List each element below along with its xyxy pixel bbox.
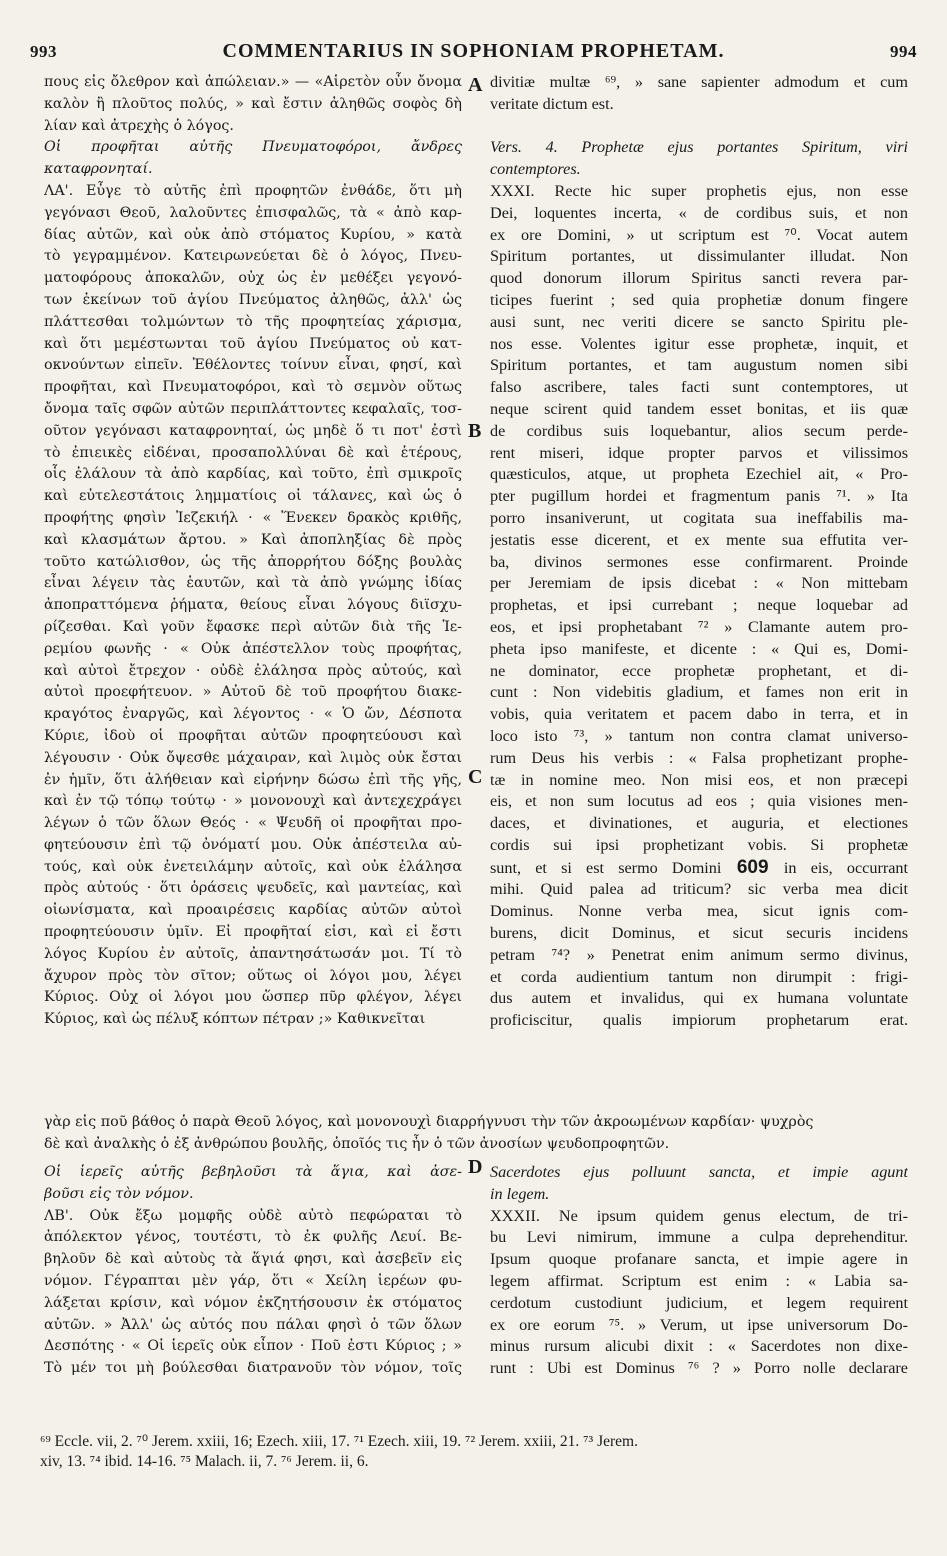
text-line: ὄνομα ταῖς σφῶν αὐτῶν περιπλάττοντες κεφαλαῖς, τοσ- xyxy=(44,400,462,417)
text-line: γὰρ εἰς ποῦ βάθος ὁ παρὰ Θεοῦ λόγος, καὶ μονονουχὶ διαρρήγνυσι τὴν τῶν ἀκροωμένων καρδίαν· ψυχρὸς xyxy=(44,1114,814,1130)
text-line: neque scirent quid tandem esset bonitas, et iis quæ xyxy=(490,399,908,418)
text-line: οκνούντων εἰπεῖν. Ἐθέλοντες τοίνυν εἶναι, φησί, καὶ xyxy=(44,357,462,374)
text-line: πρὸς αὐτούς · ὅτι ὁράσεις ψευδεῖς, καὶ μαντείας, καὶ xyxy=(44,880,462,897)
text-line: ΛΑ'. Εὖγε τὸ αὐτῆς ἐπὶ προφητῶν ἐνθάδε, ὅτι μὴ xyxy=(44,182,462,199)
text-line: ρίζεσθαι. Καὶ γοῦν ἔφασκε περὶ αὐτῶν διὰ τῆς Ἱε- xyxy=(44,618,462,635)
text-line: οῦτον γεγόνασι καταφρονηταί, ὡς μηδὲ ὅ τι ποτ' ἐστὶ xyxy=(44,422,462,439)
text-line: Οἱ προφῆται αὐτῆς Πνευματοφόροι, ἄνδρες xyxy=(44,139,462,156)
latin-column xyxy=(490,72,908,1032)
text-line: divitiæ multæ ⁶⁹, » sane sapienter admodum et cum xyxy=(490,73,908,91)
text-line: jestatis esse dicerent, et ex mente sua effutita ver- xyxy=(490,530,908,549)
text-line: ΛΒ'. Οὐκ ἔξω μομφῆς οὐδὲ αὐτὸ πεφώραται τὸ xyxy=(44,1207,462,1224)
text-line: ἀπόλεκτον γένος, τουτέστι, τὸ ἐκ φυλῆς Λευί. Βε- xyxy=(44,1229,462,1246)
text-line: Dominus. Nonne verba mea, sicut ignis com- xyxy=(490,902,908,921)
text-line: Κύριος. Οὐχ οἱ λόγοι μου ὥσπερ πῦρ φλέγον, λέγει xyxy=(44,989,462,1006)
text-line: λόγος Κυρίου ἐν αὐτοῖς, ἀπαντησάτωσάν μοι. Τί τὸ xyxy=(44,945,462,962)
text-line: ⁶⁹ Eccle. vii, 2. ⁷⁰ Jerem. xxiii, 16; Ezech. xiii, 17. ⁷¹ Ezech. xiii, 19. ⁷² Jerem. xxiii, 21. ⁷³ Jerem. xyxy=(40,1433,638,1450)
text-line: quæsticulos, atque, ut propheta Ezechiel ait, « Pro- xyxy=(490,465,908,484)
text-line: eis, et non sum locutus ad eos ; quia visiones men- xyxy=(490,792,908,811)
text-line: Spiritum portantes, et tam augustum nomen sibi xyxy=(490,356,908,375)
text-line: ausi sunt, nec veriti dicere se sancto Spiritu ple- xyxy=(490,312,908,331)
text-line: Τὸ μέν τοι μὴ βούλεσθαι διατρανοῦν τὸν νόμον, τοῖς xyxy=(44,1360,462,1377)
text-line: οἰωνίσματα, καὶ προαιρέσεις καρδίας αὐτῶν αὐτοὶ xyxy=(44,902,462,919)
text-line: αὐτῶν. » Ἀλλ' ὡς αὐτός που πάλαι φησὶ ὁ τῶν ὅλων xyxy=(44,1316,462,1333)
text-line: falso ascribere, tales facti sunt contemptores, ut xyxy=(490,378,908,397)
text-line: ἄχυρον πρὸς τὸν σῖτον; οὕτως οἱ λόγοι μου, λέγει xyxy=(44,967,462,984)
text-line: loco isto ⁷³, » tantum non contra clamat universo- xyxy=(490,726,908,745)
text-line: porro insaniverunt, ut cogitata sua ineffabilis ma- xyxy=(490,508,908,527)
section-marker-b: B xyxy=(468,420,482,442)
text-line: tæ in nomine meo. Non misi eos, et non præcepi xyxy=(490,770,908,789)
text-line: quod donorum illorum Spiritus sancti revera par- xyxy=(490,269,908,288)
section-marker-a: A xyxy=(468,74,483,96)
text-line: καταφρονηταί. xyxy=(44,161,153,178)
text-line: φητεύουσιν ἐπὶ τῷ ὀνόματί μου. Οὐκ ἀπέστειλα αὐ- xyxy=(44,836,462,853)
text-line: ματοφόρους ἀποκαλῶν, οὐχ ὡς ἐν μεθέξει γεγονό- xyxy=(44,270,462,287)
text-line: εἶναι λέγειν τὰς ἑαυτῶν, καὶ τὰ ἀπὸ γνώμης ἰδίας xyxy=(44,575,462,592)
text-line: δὲ καὶ ἀναλκὴς ὁ ἐξ ἀνθρώπου βουλῆς, ὁποῖός τις ἦν ὁ τῶν ἀνοσίων ψευδοπροφητῶν. xyxy=(44,1135,670,1152)
text-line: δίας αὐτῶν, καὶ οὐκ ἀπὸ στόματος Κυρίου, » κατὰ xyxy=(44,226,462,243)
text-line: ρεμίου φωνῆς · « Οὐκ ἀπέστελλον τοὺς προφήτας, xyxy=(44,640,462,657)
text-line: των ἐκείνων τοῦ ἁγίου Πνεύματος ἀληθῶς, ἀλλ' ὡς xyxy=(44,291,462,308)
text-line: contemptores. xyxy=(490,160,581,179)
text-line: daces, et divinationes, et auguria, et electiones xyxy=(490,814,908,833)
text-line: pter pugillum hordei et fragmentum panis ⁷¹. » Ita xyxy=(490,487,908,506)
right-page-number: 994 xyxy=(889,42,917,61)
text-line: Ipsum quoque profanare sancta, et impie agere in xyxy=(490,1250,908,1269)
section-marker-c: C xyxy=(468,766,483,788)
text-line: eos, et ipsi prophetabant ⁷² » Clamante autem pro- xyxy=(490,617,908,636)
text-line: Dei, loquentes incerta, « de cordibus suis, et non xyxy=(490,203,908,222)
text-line: λέγουσιν · Οὐκ ὄψεσθε μάχαιραν, καὶ λιμὸς οὐκ ἔσται xyxy=(44,749,462,766)
text-line: τὸ γεγραμμένον. Κατειρωνεύεται δὲ ὁ λόγος, Πνευ- xyxy=(44,248,462,265)
text-line: κραγότος ἐναργῶς, καὶ λέγοντος · « Ὁ ὤν, Δέσποτα xyxy=(44,706,462,723)
text-line: πλάττεσθαι τολμώντων τὸ τῆς προφητείας χάρισμα, xyxy=(44,313,462,330)
text-line: cerdotum custodiunt judicium, et legem requirent xyxy=(490,1293,908,1312)
left-page-number: 993 xyxy=(30,42,57,61)
text-line: sunt, et si est sermo Domini 609 in eis, occurrant xyxy=(490,856,908,878)
text-line: τὸ ἐπιεικὲς εἰδέναι, προσαπολλύναι δὲ καὶ ἑτέρους, xyxy=(44,444,462,461)
text-line: καὶ αὐτοὶ ἔτρεχον · οὐδὲ ἐλάλησα πρὸς αὐτούς, καὶ xyxy=(44,662,462,679)
text-line: ex ore Domini, » ut scriptum est ⁷⁰. Vocat autem xyxy=(490,225,908,244)
text-line: XXXI. Recte hic super prophetis ejus, non esse xyxy=(490,181,908,200)
text-line: petram ⁷⁴? » Penetrat enim animum sermo divinus, xyxy=(490,945,908,964)
text-line: προφήτης φησὶν Ἰεζεκιήλ · « Ἕνεκεν δρακὸς κριθῆς, xyxy=(44,509,462,526)
text-fragment: in eis, occurrant xyxy=(783,858,908,877)
text-line: prophetas, et ipsi currebant ; neque loquebar ad xyxy=(490,596,908,615)
greek-column xyxy=(44,72,462,1031)
text-line: λάξεται κρίσιν, καὶ νόμον ἐκζητήσουσιν ἐκ στόματος xyxy=(44,1294,462,1311)
text-line: ἐν ἡμῖν, ὅτι ἀλήθειαν καὶ εἰρήνην δώσω ἐπὶ τῆς γῆς, xyxy=(44,771,462,788)
text-line: Οἱ ἱερεῖς αὐτῆς βεβηλοῦσι τὰ ἅγια, καὶ ἀσε- xyxy=(44,1164,462,1180)
text-line: legem affirmat. Scriptum est enim : « Labia sa- xyxy=(490,1271,908,1290)
text-line: γεγόνασι Θεοῦ, λαλοῦντες ἐπισφαλῶς, τὰ « ἀπὸ καρ- xyxy=(44,204,462,221)
text-line: ticipes fuerint ; sed quia prophetiæ donum fingere xyxy=(490,290,908,309)
text-line: βηλοῦν δὲ καὶ αὐτοὺς τὰ ἅγιά φησι, καὶ ἀσεβεῖν εἰς xyxy=(44,1251,462,1268)
text-line xyxy=(490,116,908,138)
text-line: καλὸν ἢ πλοῦτος πολύς, » καὶ ἔστιν ἀληθῶς σοφὸς δὴ xyxy=(44,95,462,112)
footnotes xyxy=(40,1432,910,1472)
page-header xyxy=(30,40,917,68)
text-line: ba, divinos sermones esse confirmarent. Proinde xyxy=(490,552,908,571)
text-line: αὐτοὶ προεφήτευον. » Αὐτοῦ δὲ τοῦ προφήτου διακε- xyxy=(44,684,462,701)
text-line: pheta ipso manifeste, et dicente : « Qui es, Domi- xyxy=(490,639,908,658)
running-title: COMMENTARIUS IN SOPHONIAM PROPHETAM. xyxy=(222,40,725,62)
text-line: cunt : Non videbitis gladium, et fames non erit in xyxy=(490,683,908,702)
text-line: burens, dicit Dominus, et sicut securis incidens xyxy=(490,924,908,943)
greek-column-lower xyxy=(44,1162,462,1380)
column-number-609: 609 xyxy=(721,856,784,878)
text-line: Δεσπότης · « Οἱ ἱερεῖς οὐκ εἶπον · Ποῦ ἐστι Κύριος ; » xyxy=(44,1338,462,1355)
text-line: τοῦτο κατώλισθον, ὡς τῆς ἀπορρήτου δόξης βουλὰς xyxy=(44,553,462,570)
text-line: veritate dictum est. xyxy=(490,94,614,113)
text-line: proficiscitur, qualis impiorum prophetarum erat. xyxy=(490,1011,908,1030)
text-line: cordis sui ipsi prophetizant vobis. Si prophetæ xyxy=(490,835,908,854)
text-line: Vers. 4. Prophetæ ejus portantes Spiritum, viri xyxy=(490,138,908,157)
text-line: xiv, 13. ⁷⁴ ibid. 14-16. ⁷⁵ Malach. ii, 7. ⁷⁶ Jerem. ii, 6. xyxy=(40,1453,369,1470)
text-line: βοῦσι εἰς τὸν νόμον. xyxy=(44,1185,194,1202)
text-line: de cordibus suis loquebantur, alios secum perde- xyxy=(490,421,908,440)
text-line: mihi. Quid palea ad triticum? sic verba mea dicit xyxy=(490,880,908,899)
text-line: Κύριος, καὶ ὡς πέλυξ κόπτων πέτραν ;» Καθικνεῖται xyxy=(44,1011,426,1028)
text-line: minus rursum alicubi dixit : « Sacerdotes non dixe- xyxy=(490,1337,908,1356)
text-line: προφῆται, καὶ Πνευματοφόροι, καὶ τὸ σεμνὸν οὕτως xyxy=(44,379,462,396)
text-line: καὶ εὐτελεστάτοις λημματίοις οἱ τάλανες, καὶ ὡς ὁ xyxy=(44,488,462,505)
text-line: et corda audientium tantum non dirumpit : frigi- xyxy=(490,967,908,986)
text-line: καὶ κλασμάτων ἄρτου. » Καὶ ἀποπληξίας δὲ πρὸς xyxy=(44,531,462,548)
text-line: λίαν καὶ ἀτρεχὴς ὁ λόγος. xyxy=(44,117,234,134)
text-line: λέγων ὁ τῶν ὅλων Θεός · « Ψευδῆ οἱ προφῆται προ- xyxy=(44,815,462,832)
text-line: Sacerdotes ejus polluunt sancta, et impie agunt xyxy=(490,1163,908,1181)
text-line: bu Levi nimirum, immune a culpa deprehenditur. xyxy=(490,1228,908,1247)
text-line: dus autem et invalidus, qui ex humana voluntate xyxy=(490,989,908,1008)
text-line: per Jeremiam de ipsis dicebat : « Non mittebam xyxy=(490,574,908,593)
text-line: nos esse. Volentes igitur esse prophetæ, inquit, et xyxy=(490,334,908,353)
text-line: rent miseri, idque propter parvos et vilissimos xyxy=(490,443,908,462)
text-line: rum Deus his verbis : « Falsa prophetizant prophe- xyxy=(490,748,908,767)
text-line: οἷς ἐλάλουν τὰ ἀπὸ καρδίας, καὶ τοῦτο, ἐπὶ σμικροῖς xyxy=(44,466,462,483)
greek-spanning-lines xyxy=(44,1112,908,1156)
text-line: XXXII. Ne ipsum quidem genus electum, de tri- xyxy=(490,1206,908,1225)
text-line: τούς, καὶ οὐκ ἐνετειλάμην αὐτοῖς, καὶ οὐκ ἐλάλησα xyxy=(44,858,462,875)
text-line: καὶ ὅτι μεμέστωνται τοῦ ἁγίου Πνεύματος οὐ κατ- xyxy=(44,335,462,352)
text-line: in legem. xyxy=(490,1184,550,1203)
text-line: καὶ ἐν τῷ τόπῳ τούτῳ · » μονονουχὶ καὶ ἀντεχεχράγει xyxy=(44,793,462,810)
latin-column-lower xyxy=(490,1162,908,1380)
text-line: προφητεύουσιν ὑμῖν. Εἰ προφῆταί εἰσι, καὶ εἰ ἔστι xyxy=(44,924,462,941)
text-line: ἀποπραττόμενα ῥήματα, θείους εἶναι λόγους διϊσχυ- xyxy=(44,597,462,614)
text-line: Spiritum portantes, ut dissimulanter illudat. Non xyxy=(490,247,908,266)
text-line: runt : Ubi est Dominus ⁷⁶ ? » Porro nolle declarare xyxy=(490,1359,908,1378)
text-line: ne dominator, ecce prophetæ prophetant, et di- xyxy=(490,661,908,680)
text-line: πους εἰς ὄλεθρον καὶ ἀπώλειαν.» — «Αἱρετὸν οὖν ὄνομα xyxy=(44,74,462,90)
text-line: νόμον. Γέγραπται μὲν γάρ, ὅτι « Χείλη ἱερέων φυ- xyxy=(44,1272,462,1289)
text-line: vobis, quia veritatem et pacem dabo in terra, et in xyxy=(490,705,908,724)
section-marker-d: D xyxy=(468,1156,483,1178)
text-line: Κύριε, ἰδοὺ οἱ προφῆται αὐτῶν προφητεύουσι καὶ xyxy=(44,727,462,744)
text-line: ex ore eorum ⁷⁵. » Verum, ut ipse universorum Do- xyxy=(490,1315,908,1334)
